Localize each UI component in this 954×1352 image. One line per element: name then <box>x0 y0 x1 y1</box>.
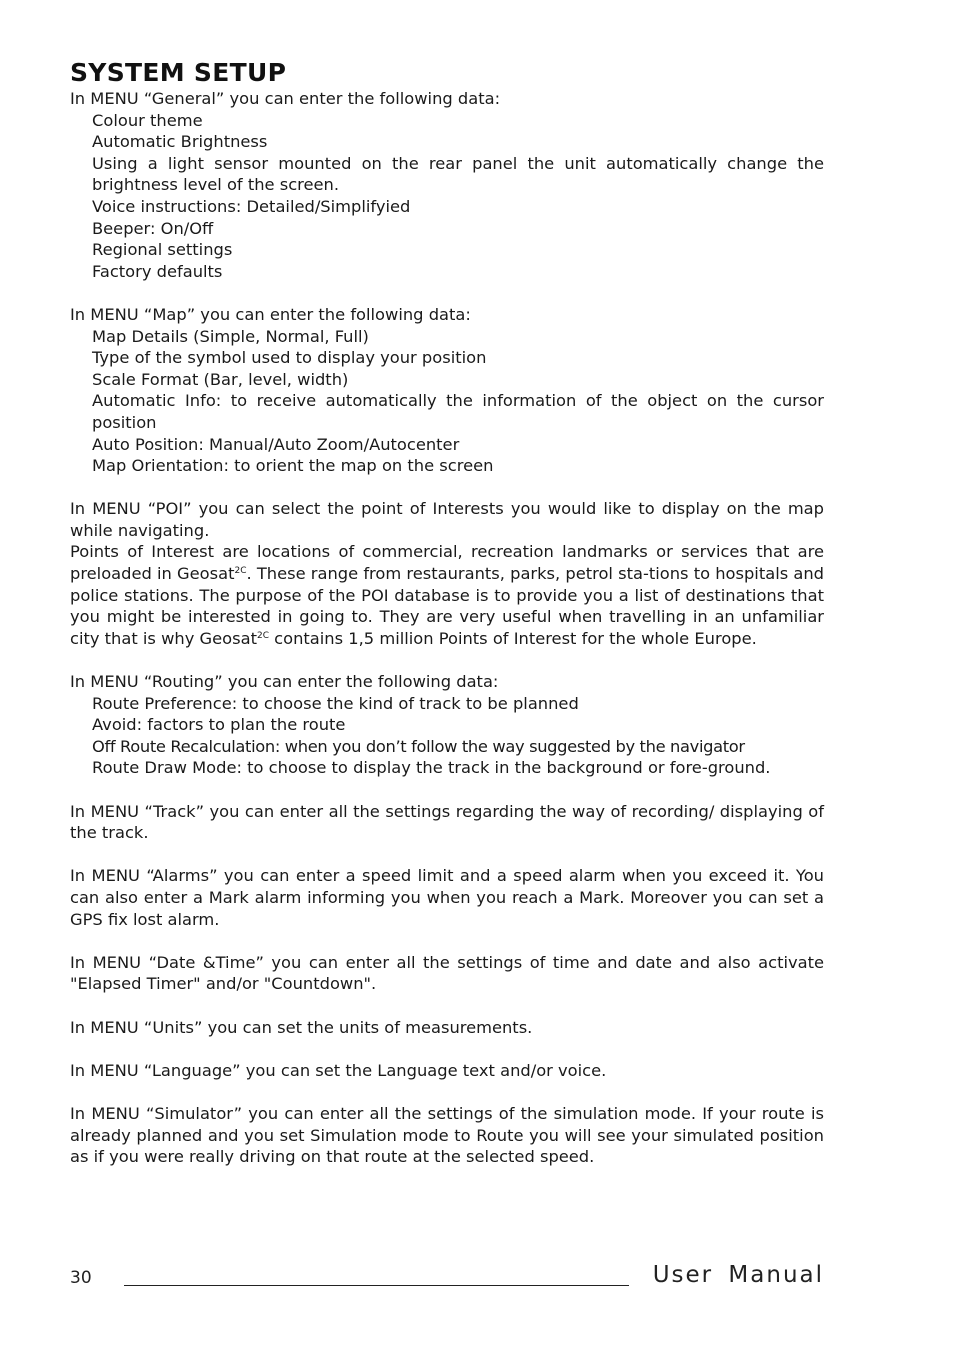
list-item: Route Draw Mode: to choose to display the track in the background or fore-ground. <box>92 758 771 778</box>
general-intro: In MENU “General” you can enter the following data: <box>70 89 501 108</box>
list-item: Automatic Brightness <box>92 132 268 152</box>
poi-paragraph-2 <box>70 541 824 649</box>
geosat-superscript: 2C <box>256 630 269 641</box>
section-simulator <box>70 1103 824 1168</box>
list-item: Auto Position: Manual/Auto Zoom/Autocenter <box>92 434 460 454</box>
page-content <box>70 58 824 1168</box>
list-item: Route Preference: to choose the kind of track to be planned <box>92 693 579 713</box>
simulator-paragraph: In MENU “Simulator” you can enter all the settings of the simulation mode. If your route is already planned and you set Simulation mode to Route you will see your simulated position as if you were really driving on that route at the selected speed. <box>70 1103 824 1167</box>
poi-text-b: . These range from restaurants, parks, petrol sta-tions to hospitals and police stations. The purpose of the POI database is to provide you a list of destinations that you might be interested in going to. They are very useful when travelling in an unfamiliar city that is why Geosat <box>70 564 825 648</box>
page-number: 30 <box>70 1268 92 1288</box>
poi-paragraph-1: In MENU “POI” you can select the point of Interests you would like to display on the map while navigating. <box>70 499 824 540</box>
language-paragraph: In MENU “Language” you can set the Language text and/or voice. <box>70 1060 607 1080</box>
list-item: Avoid: factors to plan the route <box>92 715 346 735</box>
list-item: Voice instructions: Detailed/Simplifyied <box>92 196 411 216</box>
footer-divider <box>124 1285 629 1286</box>
date-time-paragraph: In MENU “Date &Time” you can enter all the settings of time and date and also activate "Elapsed Timer" and/or "Countdown". <box>70 952 824 994</box>
section-general <box>70 88 824 282</box>
page-title: SYSTEM SETUP <box>70 58 287 87</box>
map-intro: In MENU “Map” you can enter the following data: <box>70 304 471 324</box>
section-map <box>70 304 824 477</box>
list-item: Regional settings <box>92 240 233 260</box>
routing-intro: In MENU “Routing” you can enter the following data: <box>70 672 499 692</box>
list-item: Factory defaults <box>92 261 223 281</box>
alarms-paragraph: In MENU “Alarms” you can enter a speed limit and a speed alarm when you exceed it. You can also enter a Mark alarm informing you when you reach a Mark. Moreover you can set a GPS fix lost alarm. <box>70 866 824 929</box>
track-paragraph: In MENU “Track” you can enter all the settings regarding the way of recording/ displaying of the track. <box>70 801 824 843</box>
list-item: Map Orientation: to orient the map on the screen <box>92 456 494 476</box>
geosat-superscript: 2C <box>234 566 247 577</box>
section-poi <box>70 498 824 649</box>
list-item: Map Details (Simple, Normal, Full) <box>92 326 369 346</box>
list-item: Beeper: On/Off <box>92 218 214 238</box>
section-track <box>70 801 824 844</box>
units-paragraph: In MENU “Units” you can set the units of measurements. <box>70 1017 533 1037</box>
poi-text-c: contains 1,5 million Points of Interest for the whole Europe. <box>269 628 757 648</box>
section-alarms <box>70 865 824 930</box>
section-routing <box>70 671 824 779</box>
list-item: Off Route Recalculation: when you don’t follow the way suggested by the navigator <box>92 736 745 756</box>
list-item: Type of the symbol used to display your position <box>92 348 487 368</box>
section-units <box>70 1017 824 1039</box>
poi-text-a: Points of Interest are locations of commercial, recreation landmarks or services that are preloaded in Geosat <box>70 542 824 584</box>
list-item: Colour theme <box>92 110 203 130</box>
general-list <box>70 110 824 283</box>
list-item: Using a light sensor mounted on the rear panel the unit automatically change the brightness level of the screen. <box>92 153 824 195</box>
section-date-time <box>70 952 824 995</box>
map-list <box>70 326 824 477</box>
footer-doc-title: User Manual <box>652 1262 824 1288</box>
routing-list <box>70 693 824 779</box>
list-item: Automatic Info: to receive automatically the information of the object on the cursor position <box>92 391 824 432</box>
list-item: Scale Format (Bar, level, width) <box>92 369 349 389</box>
section-language <box>70 1060 824 1082</box>
